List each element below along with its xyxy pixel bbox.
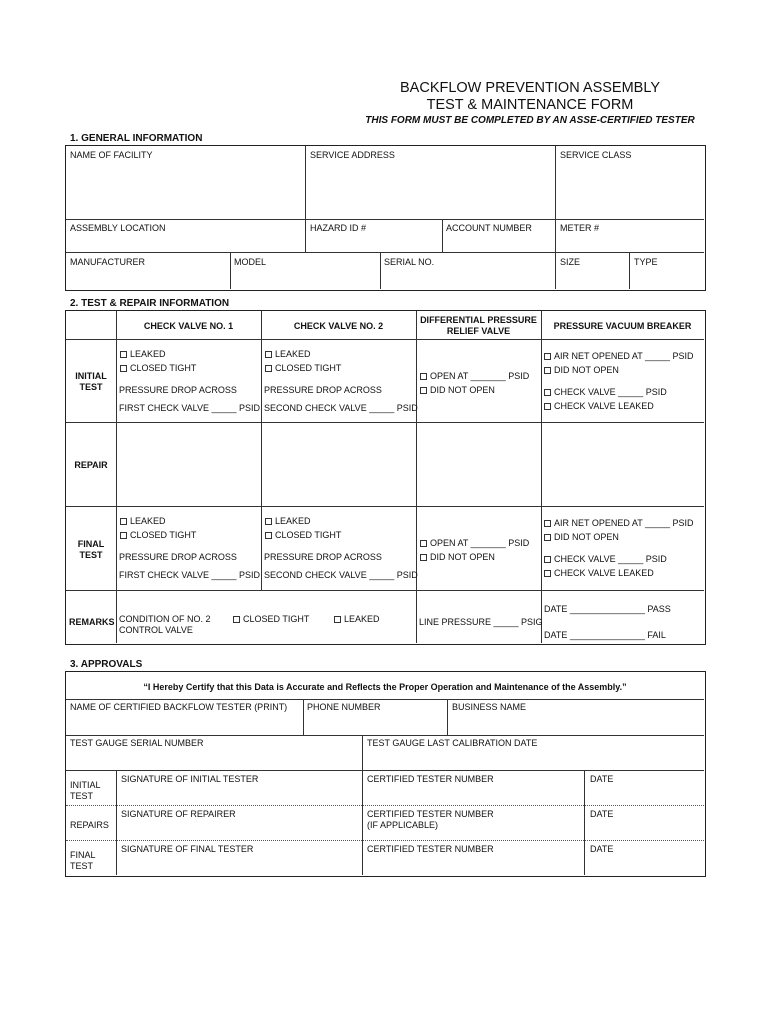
checkbox-icon [233, 616, 240, 623]
initial-pvb-check-valve-leaked-checkbox[interactable]: CHECK VALVE LEAKED [544, 401, 654, 412]
initial-test-label-line2: TEST [79, 382, 103, 392]
tester-name-field[interactable]: NAME OF CERTIFIED BACKFLOW TESTER (PRINT) [70, 702, 288, 712]
checkbox-icon [420, 540, 427, 547]
approvals-final-label-line1: FINAL [70, 850, 96, 860]
checkbox-icon [265, 351, 272, 358]
checkbox-icon [265, 532, 272, 539]
checkbox-icon [544, 570, 551, 577]
date-pass-field[interactable]: DATE _______________ PASS [544, 604, 671, 614]
checkbox-icon [544, 534, 551, 541]
approvals-final-label-line2: TEST [70, 861, 94, 871]
initial-test-label-line1: INITIAL [75, 371, 107, 381]
checkbox-icon [544, 367, 551, 374]
final-cert-number-field[interactable]: CERTIFIED TESTER NUMBER [367, 844, 494, 854]
check-valve-1-header: CHECK VALVE NO. 1 [143, 321, 234, 331]
initial-cv1-leaked-checkbox[interactable]: LEAKED [120, 349, 166, 360]
signature-final-tester-field[interactable]: SIGNATURE OF FINAL TESTER [121, 844, 254, 854]
final-second-check-valve-psid[interactable]: SECOND CHECK VALVE _____ PSID [264, 570, 418, 580]
initial-pvb-check-valve-psid-checkbox[interactable]: CHECK VALVE _____ PSID [544, 387, 667, 398]
remarks-leaked-checkbox[interactable]: LEAKED [334, 614, 380, 625]
general-information-table [65, 145, 706, 291]
repair-label: REPAIR [74, 460, 108, 470]
approvals-initial-label-line1: INITIAL [70, 780, 101, 790]
business-name-field[interactable]: BUSINESS NAME [452, 702, 527, 712]
initial-first-check-valve-psid[interactable]: FIRST CHECK VALVE _____ PSID [119, 403, 261, 413]
checkbox-icon [120, 365, 127, 372]
signature-repairer-field[interactable]: SIGNATURE OF REPAIRER [121, 809, 236, 819]
initial-air-inlet-opened-checkbox[interactable]: AIR NET OPENED AT _____ PSID [544, 351, 694, 362]
gauge-calibration-date-field[interactable]: TEST GAUGE LAST CALIBRATION DATE [367, 738, 538, 748]
certification-statement: “I Hereby Certify that this Data is Accurate and Reflects the Proper Operation and Maintenance of the Assembly.” [143, 682, 627, 692]
repair-cert-number-line2: (IF APPLICABLE) [367, 820, 439, 830]
initial-cv1-pressure-drop: PRESSURE DROP ACROSS [119, 385, 237, 395]
phone-number-field[interactable]: PHONE NUMBER [307, 702, 381, 712]
initial-relief-did-not-open-checkbox[interactable]: DID NOT OPEN [420, 385, 495, 396]
initial-pvb-did-not-open-checkbox[interactable]: DID NOT OPEN [544, 365, 619, 376]
checkbox-icon [334, 616, 341, 623]
hazard-id-field[interactable]: HAZARD ID # [310, 223, 367, 233]
assembly-location-field[interactable]: ASSEMBLY LOCATION [70, 223, 166, 233]
form-title-line2: TEST & MAINTENANCE FORM [426, 97, 634, 113]
remarks-closed-tight-checkbox[interactable]: CLOSED TIGHT [233, 614, 309, 625]
date-fail-field[interactable]: DATE _______________ FAIL [544, 630, 666, 640]
final-cv2-closed-tight-checkbox[interactable]: CLOSED TIGHT [265, 530, 341, 541]
signature-initial-tester-field[interactable]: SIGNATURE OF INITIAL TESTER [121, 774, 259, 784]
final-cv1-leaked-checkbox[interactable]: LEAKED [120, 516, 166, 527]
service-address-field[interactable]: SERVICE ADDRESS [310, 150, 395, 160]
checkbox-icon [544, 556, 551, 563]
checkbox-icon [544, 389, 551, 396]
initial-date-field[interactable]: DATE [590, 774, 614, 784]
type-field[interactable]: TYPE [634, 257, 658, 267]
meter-field[interactable]: METER # [560, 223, 600, 233]
final-cv2-leaked-checkbox[interactable]: LEAKED [265, 516, 311, 527]
checkbox-icon [120, 532, 127, 539]
initial-relief-open-at-checkbox[interactable]: OPEN AT _______ PSID [420, 371, 529, 382]
final-pvb-check-valve-psid-checkbox[interactable]: CHECK VALVE _____ PSID [544, 554, 667, 565]
test-repair-heading: 2. TEST & REPAIR INFORMATION [70, 298, 230, 309]
initial-second-check-valve-psid[interactable]: SECOND CHECK VALVE _____ PSID [264, 403, 418, 413]
checkbox-icon [420, 554, 427, 561]
form-title-line1: BACKFLOW PREVENTION ASSEMBLY [400, 80, 660, 96]
final-pvb-did-not-open-checkbox[interactable]: DID NOT OPEN [544, 532, 619, 543]
checkbox-icon [120, 518, 127, 525]
model-field[interactable]: MODEL [234, 257, 267, 267]
final-cv1-closed-tight-checkbox[interactable]: CLOSED TIGHT [120, 530, 196, 541]
final-air-inlet-opened-checkbox[interactable]: AIR NET OPENED AT _____ PSID [544, 518, 694, 529]
test-repair-table [65, 310, 706, 645]
initial-cv2-leaked-checkbox[interactable]: LEAKED [265, 349, 311, 360]
gauge-serial-field[interactable]: TEST GAUGE SERIAL NUMBER [70, 738, 204, 748]
checkbox-icon [265, 518, 272, 525]
checkbox-icon [544, 520, 551, 527]
account-number-field[interactable]: ACCOUNT NUMBER [446, 223, 532, 233]
initial-cv1-closed-tight-checkbox[interactable]: CLOSED TIGHT [120, 363, 196, 374]
final-relief-did-not-open-checkbox[interactable]: DID NOT OPEN [420, 552, 495, 563]
final-test-label-line1: FINAL [77, 539, 105, 549]
form-subtitle: THIS FORM MUST BE COMPLETED BY AN ASSE-CERTIFIED TESTER [365, 115, 695, 126]
initial-cv2-closed-tight-checkbox[interactable]: CLOSED TIGHT [265, 363, 341, 374]
repair-date-field[interactable]: DATE [590, 809, 614, 819]
checkbox-icon [420, 387, 427, 394]
size-field[interactable]: SIZE [560, 257, 581, 267]
remarks-label: REMARKS [69, 617, 115, 627]
general-information-heading: 1. GENERAL INFORMATION [70, 133, 203, 144]
differential-pressure-header-line2: RELIEF VALVE [446, 326, 511, 336]
final-date-field[interactable]: DATE [590, 844, 614, 854]
final-cv1-pressure-drop: PRESSURE DROP ACROSS [119, 552, 237, 562]
differential-pressure-header-line1: DIFFERENTIAL PRESSURE [420, 315, 537, 325]
check-valve-2-header: CHECK VALVE NO. 2 [293, 321, 384, 331]
initial-cert-number-field[interactable]: CERTIFIED TESTER NUMBER [367, 774, 494, 784]
line-pressure-psig[interactable]: LINE PRESSURE _____ PSIG [419, 617, 543, 627]
initial-cv2-pressure-drop: PRESSURE DROP ACROSS [264, 385, 382, 395]
name-of-facility-field[interactable]: NAME OF FACILITY [70, 150, 153, 160]
approvals-initial-label-line2: TEST [70, 791, 94, 801]
final-test-label-line2: TEST [79, 550, 103, 560]
condition-control-valve-line1: CONDITION OF NO. 2 [119, 614, 211, 624]
approvals-table [65, 671, 706, 877]
checkbox-icon [420, 373, 427, 380]
final-pvb-check-valve-leaked-checkbox[interactable]: CHECK VALVE LEAKED [544, 568, 654, 579]
pressure-vacuum-breaker-header: PRESSURE VACUUM BREAKER [553, 321, 692, 331]
final-cv2-pressure-drop: PRESSURE DROP ACROSS [264, 552, 382, 562]
checkbox-icon [265, 365, 272, 372]
approvals-heading: 3. APPROVALS [70, 659, 143, 670]
manufacturer-field[interactable]: MANUFACTURER [70, 257, 146, 267]
approvals-repairs-label: REPAIRS [70, 820, 109, 830]
checkbox-icon [544, 353, 551, 360]
checkbox-icon [544, 403, 551, 410]
final-first-check-valve-psid[interactable]: FIRST CHECK VALVE _____ PSID [119, 570, 261, 580]
condition-control-valve-line2: CONTROL VALVE [119, 625, 193, 635]
serial-no-field[interactable]: SERIAL NO. [384, 257, 435, 267]
repair-cert-number-line1[interactable]: CERTIFIED TESTER NUMBER [367, 809, 494, 819]
final-relief-open-at-checkbox[interactable]: OPEN AT _______ PSID [420, 538, 529, 549]
checkbox-icon [120, 351, 127, 358]
service-class-field[interactable]: SERVICE CLASS [560, 150, 632, 160]
